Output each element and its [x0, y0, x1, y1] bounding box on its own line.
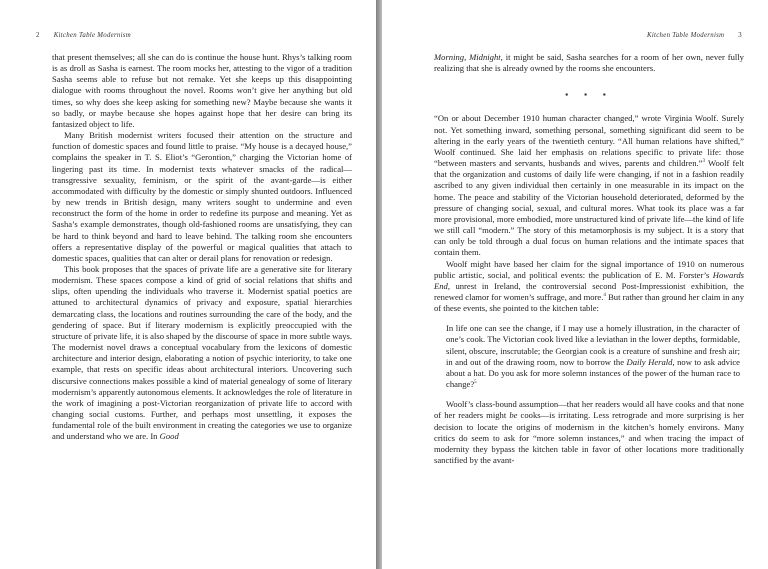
left-paragraph-3 — [52, 264, 352, 443]
right-paragraph-1 — [434, 113, 744, 258]
left-body-text — [52, 52, 352, 442]
right-paragraph-2-c: But rather than ground her claim in any of these events, she pointed to the kitchen table: — [434, 291, 745, 314]
right-body-text — [434, 52, 744, 466]
right-paragraph-3-italic: be — [509, 410, 518, 421]
block-quote — [446, 323, 744, 390]
right-paragraph-2-a: Woolf might have based her claim for the signal importance of 1910 on numerous public artistic, social, and political events: the publication of E. M. Forster’s — [434, 258, 744, 280]
right-paragraph-1-b: Woolf felt that the organization and customs of daily life were changing, if not in a fashion readily ascribed to any given individual then certainly in one measurable in its impact on the home. The peace and stability of the Victorian household deteriorated, deformed by the pressure of changing social, sexual, and cultural mores. What took its place was a far more provisional, more embodied, more unstructured kind of private life—the kind of life we still call “modern.” The story of this metamorphosis is my subject. It is a story that can only be told through a dual focus on human relations and the intimate spaces that contain them. — [434, 158, 745, 258]
opening-italic: Morning, Midnight, — [434, 52, 503, 62]
right-running-head — [647, 32, 742, 39]
left-running-head — [36, 32, 131, 39]
right-paragraph-2-italic: Howards End, — [434, 269, 744, 291]
left-paragraph-3-italic-tail: Good — [159, 431, 179, 442]
left-paragraph-1: that present themselves; all she can do is continue the house hunt. Rhys’s talking room is as droll as Sasha is earnest. The room mocks her, attesting to the vigor of a tradition Sasha seems able to refuse but not remake. Yet she keeps up this disappointing dialogue with rooms throughout the novel. Rooms won’t give her anything but old times, so why does she keep asking for something new? Maybe because she wants it so badly, or maybe because she hopes against hope that her desire can bring its fantasized object to life. — [52, 52, 352, 129]
opening-text: it might be said, Sasha searches for a room of her own, never fully realizing that she is already owned by the rooms she encounters. — [434, 52, 744, 74]
right-paragraph-3 — [434, 399, 744, 466]
footnote-ref-3: 3 — [702, 159, 705, 165]
right-opening-paragraph — [434, 52, 744, 74]
right-page — [382, 0, 768, 569]
right-paragraph-3-b: cooks—is irritating. Less retrograde and more surprising is her decision to locate the origins of modernism in the kitchen’s homely environs. Many critics do seem to ask for “more solemn instances,” and when tracing the impact of modernity they bypass the kitchen table in favor of other locations more traditionally sanctified by the avant- — [434, 410, 744, 465]
right-paragraph-3-a: Woolf’s class-bound assumption—that her readers would all have cooks and that none of her readers might — [434, 399, 744, 421]
right-paragraph-2-b: unrest in Ireland, the controversial second Post-Impressionist exhibition, the renewed clamor for women’s suffrage, and more. — [434, 280, 744, 302]
footnote-ref-4: 4 — [603, 293, 606, 299]
left-paragraph-2: Many British modernist writers focused their attention on the structure and function of domestic spaces and found little to praise. “My house is a decayed house,” complains the speaker in T. S. Eliot’s “Gerontion,” charging the Victorian home of lingering past its time. In modernist texts whatever smacks of the radical—transgressive sexuality, feminism, or the spirit of the avant-garde—is either accommodated with difficulty by the domestic or simply shunted outdoors. Influenced by new trends in British design, many writers sought to undermine and even reconstruct the form of the home in order to redefine its purpose and meaning. Yet as Sasha’s example demonstrates, though old-fashioned rooms are unsatisfying, they can be hard to think beyond and hard to leave behind. The talking room she encounters offers a representative display of the powerful or magical qualities that attach to domestic spaces, qualities that can alter or derail plans for renovation or redesign. — [52, 130, 352, 263]
left-page-number: 2 — [36, 32, 40, 39]
right-paragraph-2 — [434, 259, 744, 315]
right-paragraph-1-a: “On or about December 1910 human character changed,” wrote Virginia Woolf. Surely not. Yet something inward, something personal, something significant did seem to be altering in the early years of the twentieth century. “All human relations have shifted,” Woolf continued. She laid her emphasis on relations specific to private life: those “between masters and servants, husbands and wives, parents and children.” — [434, 113, 744, 169]
left-paragraph-3-text: This book proposes that the spaces of private life are a generative site for literary modernism. These spaces compose a kind of grid of social relations that shifts and slips, often upending the individuals who traverse it. Modernist spatial poetics are attuned to architectural dynamics of privacy and exposure, spatial hierarchies demarcating class, the locations and routines surrounding the care of the body, and the gendering of space. But if literary modernism is explicitly preoccupied with the structure of private life, it is also shaped by the discourse of space in more subtle ways. The modernist novel draws a conceptual vocabulary from the lexicons of domestic architecture and interior design, elaborating a notion of psychic interiority, to take one example, that rests on specific ideas about architectural interiors. Uncovering such discursive connections makes possible a kind of material genealogy of some of literary modernism’s apparently autonomous elements. It acknowledges the role of literature in the work of imagining a post-Victorian reorganization of private life to accord with changing social customs. Further, and perhaps most unsettling, it exposes the fundamental role of the built environment in creating the categories we use to organize and understand who we are. In — [52, 263, 352, 442]
footnote-ref-5: 5 — [474, 380, 477, 386]
left-page — [0, 0, 376, 569]
block-quote-a: In life one can see the change, if I may use a homely illustration, in the character of one’s cook. The Victorian cook lived like a leviathan in the lower depths, formidable, silent, obscure, inscrutable; the Georgian cook is a creature of sunshine and fresh air; in and out of the drawing room, now to borrow the — [446, 323, 740, 367]
section-break-ornament: ▪ ▪ ▪ — [565, 90, 613, 100]
left-running-title: Kitchen Table Modernism — [53, 32, 131, 39]
right-page-number: 3 — [738, 32, 742, 39]
right-running-title: Kitchen Table Modernism — [647, 32, 725, 39]
block-quote-italic: Daily Herald, — [626, 356, 675, 367]
block-quote-b: now to ask advice about a hat. Do you ask for more solemn instances of the power of the human race to change? — [446, 356, 740, 390]
